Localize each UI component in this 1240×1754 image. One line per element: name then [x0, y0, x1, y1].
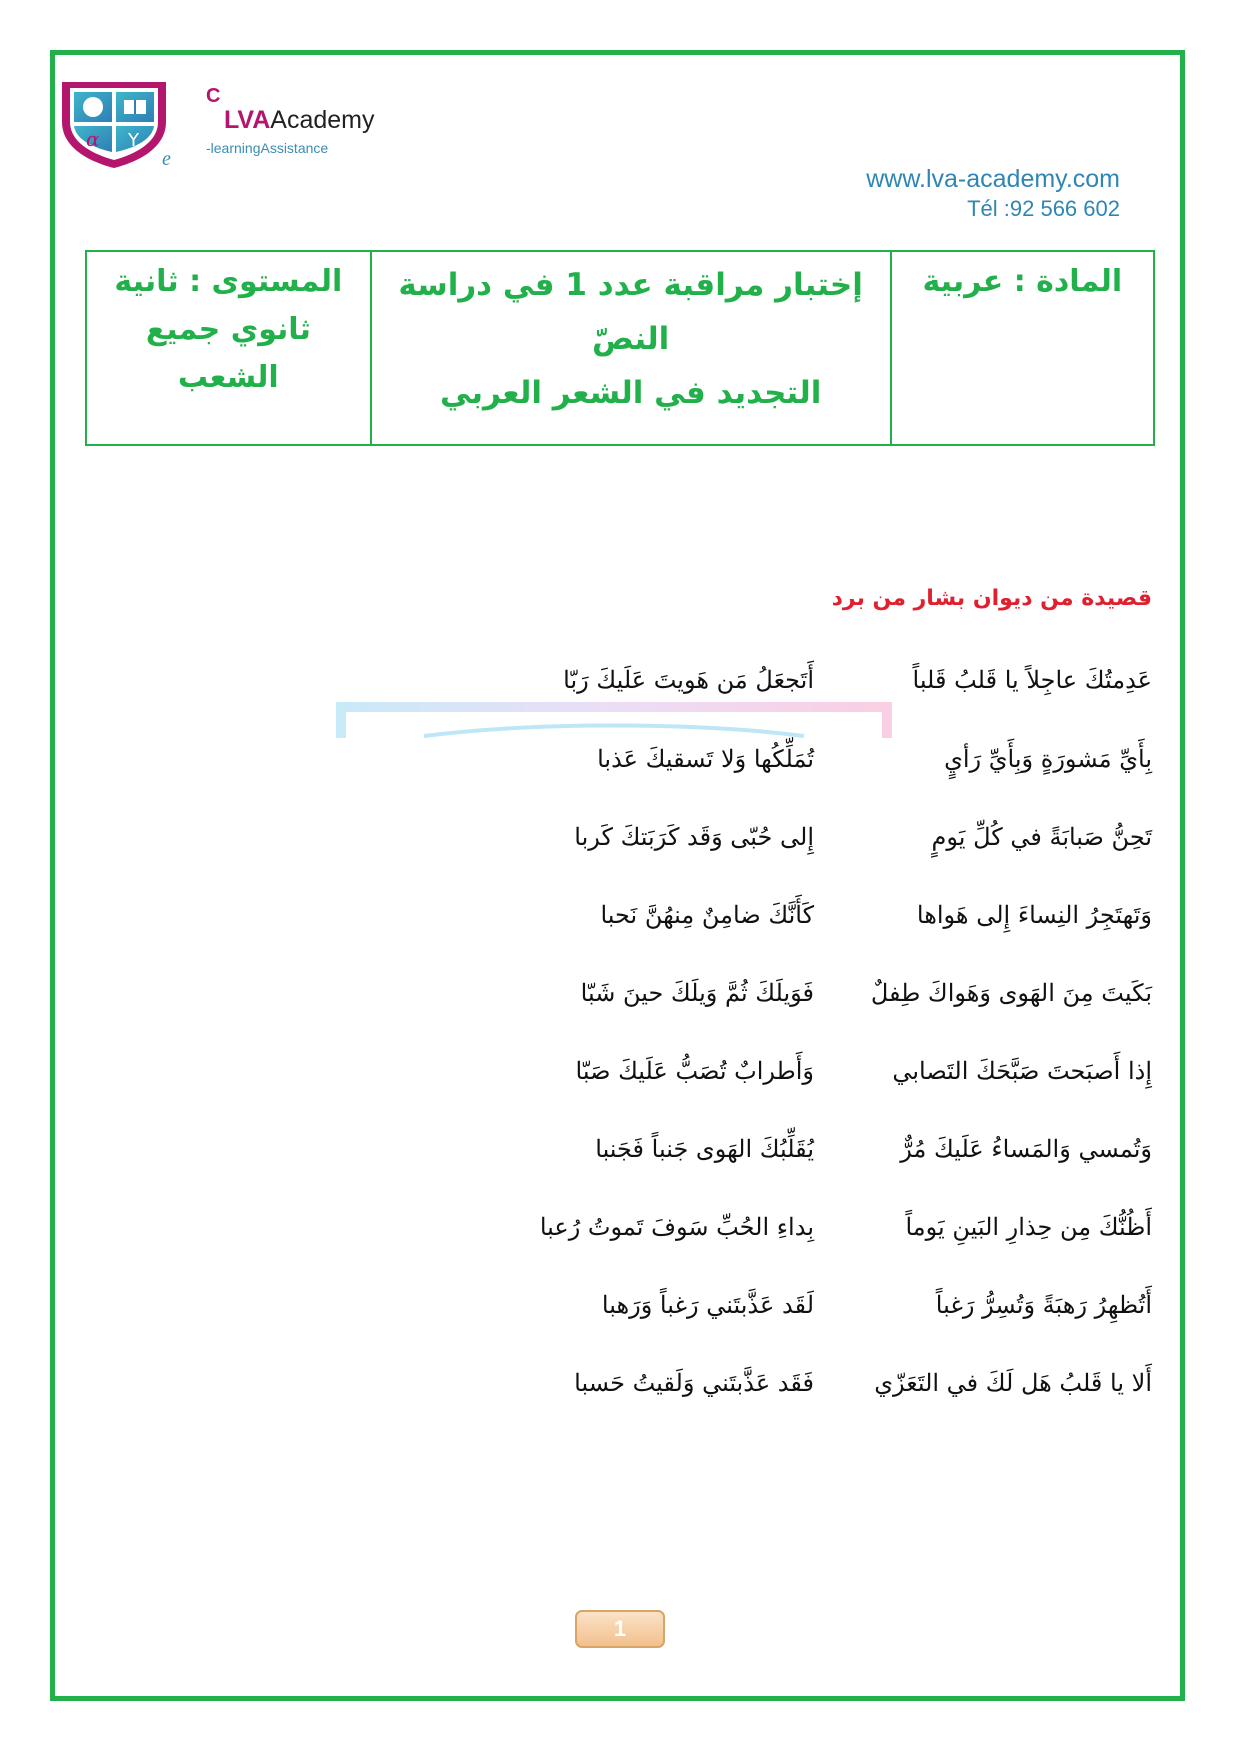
brand-letter: C: [206, 85, 221, 107]
verse-second-hemistich: أَتَجعَلُ مَن هَويتَ عَلَيكَ رَبّا: [563, 666, 814, 694]
verse-second-hemistich: إِلى حُبّى وَقَد كَرَبَتكَ كَربا: [574, 823, 814, 851]
brand-name: [224, 108, 375, 133]
verse-second-hemistich: كَأَنَّكَ ضامِنٌ مِنهُنَّ نَحبا: [600, 901, 814, 929]
verse-second-hemistich: تُمَلِّكُها وَلا تَسقيكَ عَذبا: [597, 745, 814, 773]
level-cell: المستوى : ثانية ثانوي جميع الشعب: [86, 251, 371, 445]
verse-second-hemistich: وَأَطرابٌ تُصَبُّ عَلَيكَ صَبّا: [575, 1057, 814, 1085]
verse-row: [87, 666, 1152, 716]
website-link[interactable]: www.lva-academy.com: [866, 165, 1120, 193]
verse-first-hemistich: أَتُظهِرُ رَهبَةً وَتُسِرُّ رَغباً: [935, 1291, 1152, 1319]
exam-info-table: [85, 250, 1155, 446]
verse-first-hemistich: إِذا أَصبَحتَ صَبَّحَكَ التَصابي: [892, 1057, 1152, 1085]
verse-second-hemistich: لَقَد عَذَّبتَني رَغباً وَرَهبا: [601, 1291, 814, 1319]
brand-tagline: -learningAssistance: [206, 140, 329, 156]
brand-prefix: LVA: [224, 106, 271, 134]
subject-cell: المادة : عربية: [891, 251, 1154, 445]
verse-first-hemistich: عَدِمتُكَ عاجِلاً يا قَلبُ قَلباً: [912, 666, 1152, 694]
verse-second-hemistich: بِداءِ الحُبِّ سَوفَ تَموتُ رُعبا: [539, 1213, 814, 1241]
verse-first-hemistich: وَتَهتَجِرُ النِساءَ إِلى هَواها: [916, 901, 1152, 929]
verse-row: [87, 979, 1152, 1029]
verse-row: [87, 1057, 1152, 1107]
exam-title: إختبار مراقبة عدد 1 في دراسة النصّ: [398, 267, 863, 357]
verse-first-hemistich: أَظُنُّكَ مِن حِذارِ البَينِ يَوماً: [905, 1213, 1152, 1241]
svg-text:α: α: [86, 127, 100, 151]
verse-first-hemistich: بِأَيِّ مَشورَةٍ وَبِأَيِّ رَأيٍ: [944, 745, 1152, 773]
verse-first-hemistich: بَكَيتَ مِنَ الهَوى وَهَواكَ طِفلٌ: [870, 979, 1152, 1007]
brand-e-mark: e: [162, 148, 171, 170]
exam-topic: التجديد في الشعر العربي: [439, 375, 822, 411]
verse-first-hemistich: أَلا يا قَلبُ هَل لَكَ في التَعَزّي: [874, 1369, 1152, 1397]
verse-second-hemistich: يُقَلِّبُكَ الهَوى جَنباً فَجَنبا: [595, 1135, 814, 1163]
phone-number: Tél :92 566 602: [967, 196, 1120, 222]
verse-first-hemistich: تَحِنُّ صَبابَةً في كُلِّ يَومٍ: [931, 823, 1152, 851]
poem-heading: قصيدة من ديوان بشار من برد: [831, 586, 1152, 611]
verse-row: [87, 1291, 1152, 1341]
verse-first-hemistich: وَتُمسي وَالمَساءُ عَلَيكَ مُرٌّ: [900, 1135, 1152, 1163]
svg-text:Y: Y: [128, 130, 139, 151]
verse-row: [87, 1135, 1152, 1185]
verse-row: [87, 745, 1152, 795]
verse-second-hemistich: فَقَد عَذَّبتَني وَلَقيتُ حَسبا: [574, 1369, 814, 1397]
brand-suffix: Academy: [270, 106, 375, 134]
verse-row: [87, 1213, 1152, 1263]
verse-row: [87, 823, 1152, 873]
page-number: 1: [575, 1610, 665, 1648]
exam-title-cell: [371, 251, 891, 445]
verse-second-hemistich: فَوَيلَكَ ثُمَّ وَيلَكَ حينَ شَبّا: [580, 979, 814, 1007]
contact-block: [866, 164, 1120, 223]
academy-logo-icon: [58, 78, 170, 170]
verse-row: [87, 1369, 1152, 1419]
brand-block: [206, 86, 375, 155]
verse-row: [87, 901, 1152, 951]
